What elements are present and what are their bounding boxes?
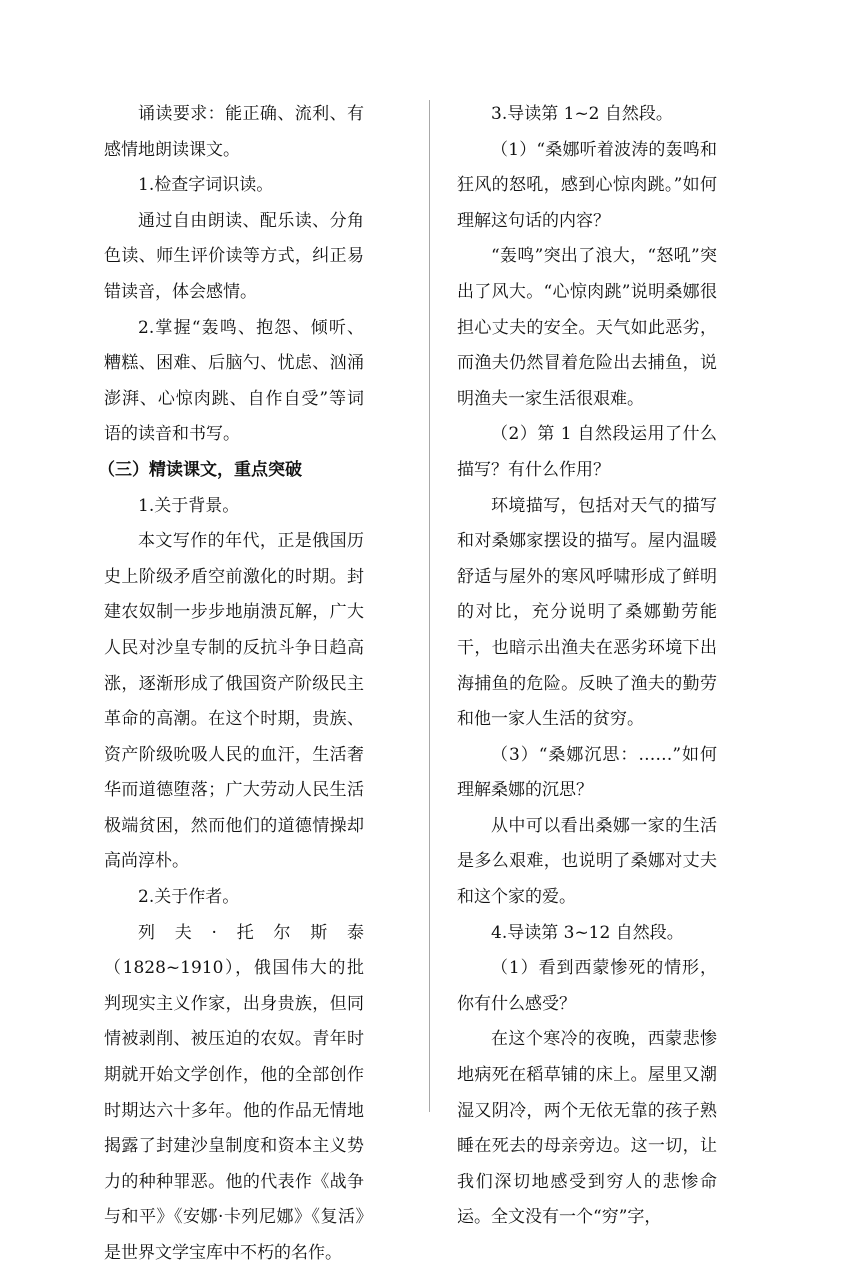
answer-2: 环境描写，包括对天气的描写和对桑娜家摆设的描写。屋内温暖舒适与屋外的寒风呼啸形成了鲜明的对比，充分说明了桑娜勤劳能干，也暗示出渔夫在恶劣环境下出海捕鱼的危险。反映了渔夫的勤劳和他一家人生活的贫穷。 [457, 495, 717, 730]
reading-requirement-paragraph: 诵读要求：能正确、流利、有感情地朗读课文。 [104, 104, 364, 160]
right-column [457, 97, 717, 1236]
question-2: （2）第 1 自然段运用了什么描写？有什么作用？ [457, 424, 717, 480]
author-item: 2.关于作者。 [138, 887, 240, 908]
reading-methods-paragraph: 通过自由朗读、配乐读、分角色读、师生评价读等方式，纠正易错读音，体会感情。 [104, 210, 364, 302]
left-column [98, 97, 381, 1272]
guide-item-2: 4.导读第 3~12 自然段。 [491, 922, 684, 943]
question-3: （3）“桑娜沉思：……”如何理解桑娜的沉思？ [457, 744, 717, 801]
vocabulary-paragraph: 2.掌握“轰鸣、抱怨、倾听、糟糕、困难、后脑勺、忧虑、汹涌澎湃、心惊肉跳、自作自受”等词语的读音和书写。 [104, 317, 364, 445]
guide-item-1: 3.导读第 1~2 自然段。 [491, 104, 673, 124]
author-paragraph: 列夫·托尔斯泰 （1828~1910），俄国伟大的批判现实主义作家，出身贵族，但同情被剥削、被压迫的农奴。青年时期就开始文学创作，他的全部创作时期达六十多年。他的作品无情地揭露了封建沙皇制度和资本主义势力的种种罪恶。他的代表作《战争与和平》《安娜·卡列尼娜》《复活》是世界文学宝库中不朽的名作。 [104, 922, 381, 1263]
word-check-item: 1.检查字词识读。 [138, 175, 274, 196]
question-4: （1）看到西蒙惨死的情形，你有什么感受？ [457, 958, 717, 1014]
column-divider [429, 100, 430, 1112]
answer-4: 在这个寒冷的夜晚，西蒙悲惨地病死在稻草铺的床上。屋里又潮湿又阴冷，两个无依无靠的孩子熟睡在死去的母亲旁边。这一切，让我们深切地感受到穷人的悲惨命运。全文没有一个“穷”字， [457, 1029, 717, 1228]
background-item: 1.关于背景。 [138, 495, 240, 516]
answer-3: 从中可以看出桑娜一家的生活是多么艰难，也说明了桑娜对丈夫和这个家的爱。 [457, 815, 717, 908]
answer-1: “轰鸣”突出了浪大，“怒吼”突出了风大。“心惊肉跳”说明桑娜很担心丈夫的安全。天气如此恶劣，而渔夫仍然冒着危险出去捕鱼，说明渔夫一家生活很艰难。 [457, 246, 717, 409]
background-paragraph: 本文写作的年代，正是俄国历史上阶级矛盾空前激化的时期。封建农奴制一步步地崩溃瓦解，广大人民对沙皇专制的反抗斗争日趋高涨，逐渐形成了俄国资产阶级民主革命的高潮。在这个时期，贵族、资产阶级吮吸人民的血汗，生活奢华而道德堕落；广大劳动人民生活极端贫困，然而他们的道德情操却高尚淳朴。 [104, 531, 364, 872]
section-heading: （三）精读课文，重点突破 [98, 459, 302, 480]
question-1: （1）“桑娜听着波涛的轰鸣和狂风的怒吼，感到心惊肉跳。”如何理解这句话的内容？ [457, 139, 717, 231]
